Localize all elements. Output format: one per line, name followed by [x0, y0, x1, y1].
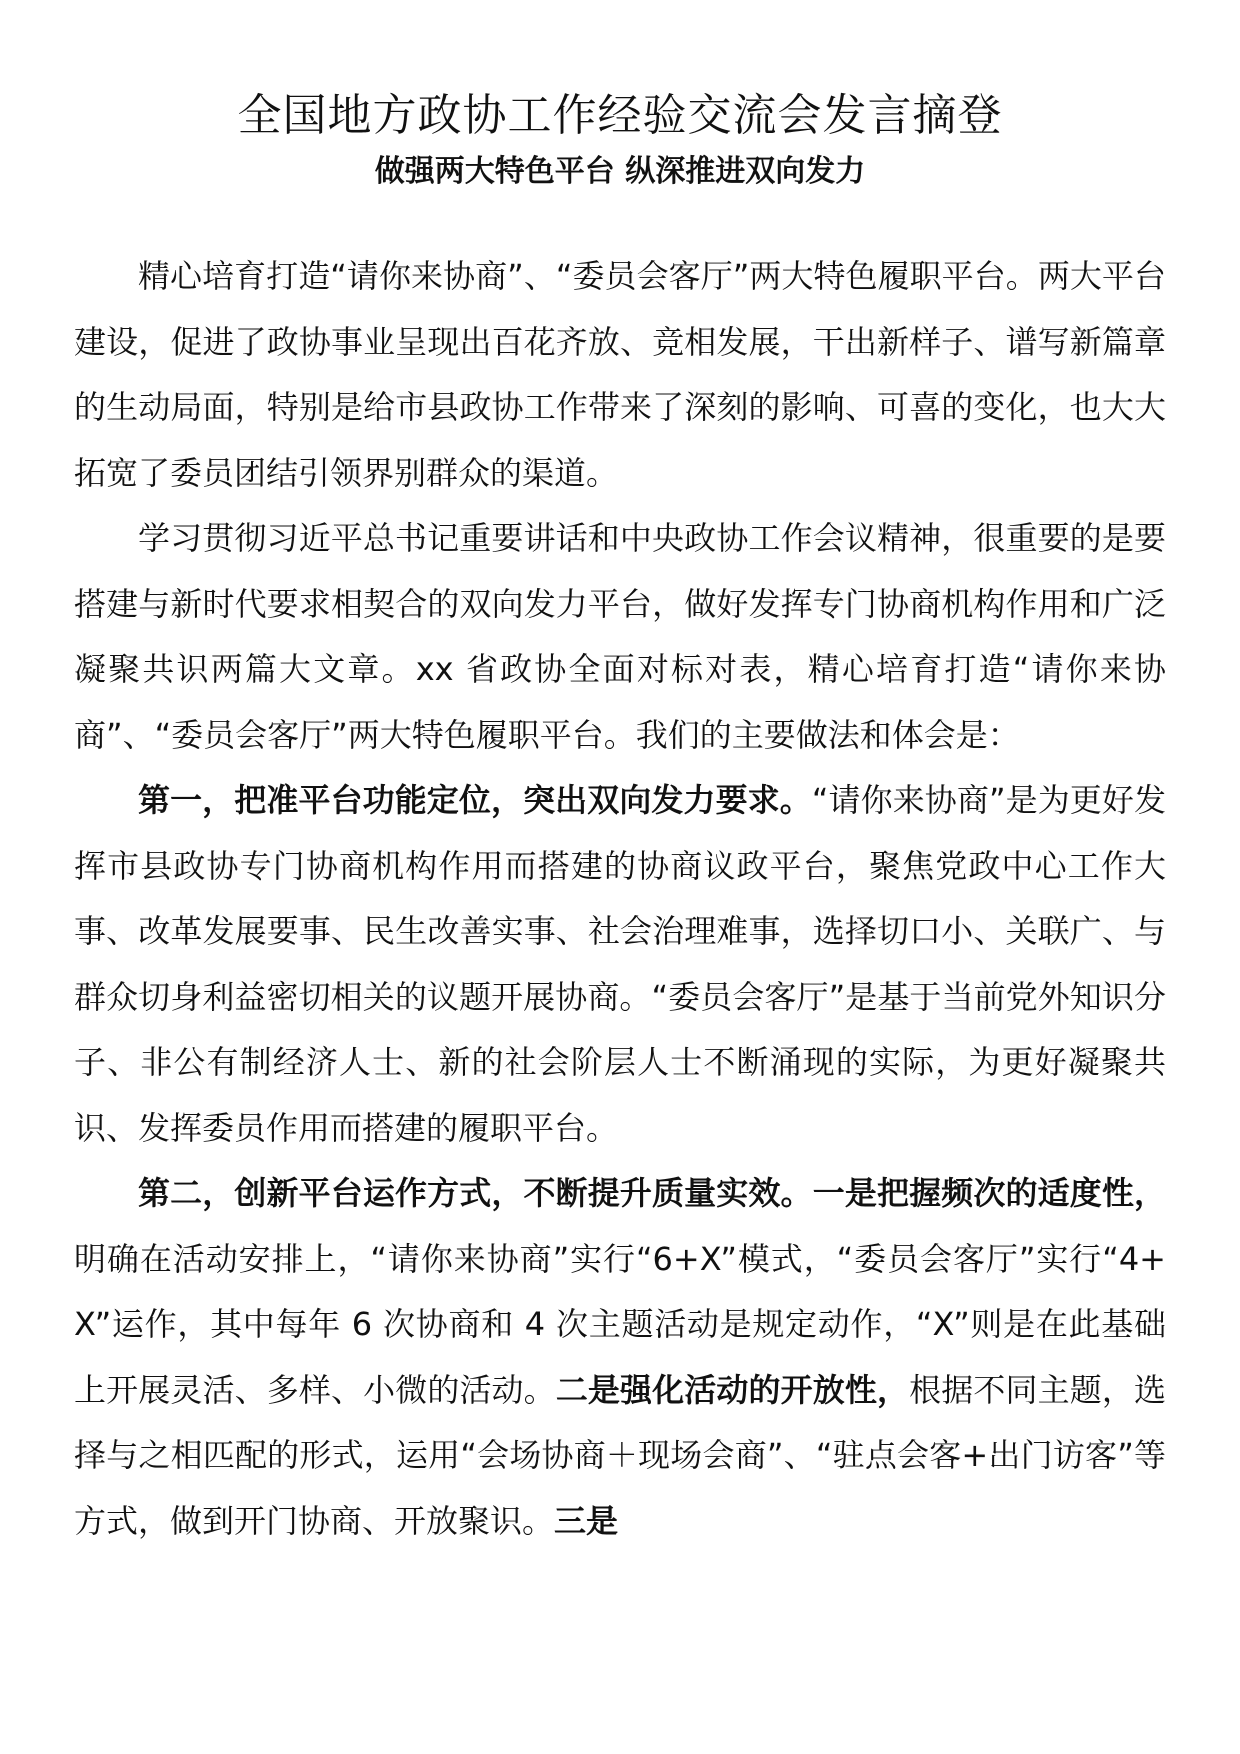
paragraph-text: 精心培育打造“请你来协商”、“委员会客厅”两大特色履职平台。两大平台建设，促进了政协事业呈现出百花齐放、竞相发展，干出新样子、谱写新篇章的生动局面，特别是给市县政协工作带来了深刻的影响、可喜的变化，也大大拓宽了委员团结引领界别群众的渠道。 — [74, 257, 1166, 492]
paragraph-text: 学习贯彻习近平总书记重要讲话和中央政协工作会议精神，很重要的是要搭建与新时代要求相契合的双向发力平台，做好发挥专门协商机构作用和广泛凝聚共识两篇大文章。xx 省政协全面对标对表，精心培育打造“请你来协商”、“委员会客厅”两大特色履职平台。我们的主要做法和体会是： — [74, 519, 1166, 754]
paragraph-point-two — [74, 1161, 1166, 1554]
document-title: 全国地方政协工作经验交流会发言摘登 — [237, 90, 1003, 141]
paragraph-point-one — [74, 768, 1166, 1161]
paragraph-text: “请你来协商”是为更好发挥市县政协专门协商机构作用而搭建的协商议政平台，聚焦党政中心工作大事、改革发展要事、民生改善实事、社会治理难事，选择切口小、关联广、与群众切身利益密切相关的议题开展协商。“委员会客厅”是基于当前党外知识分子、非公有制经济人士、新的社会阶层人士不断涌现的实际，为更好凝聚共识、发挥委员作用而搭建的履职平台。 — [74, 781, 1166, 1147]
document-body — [74, 244, 1166, 1554]
subpoint-two-lead: 二是强化活动的开放性， — [555, 1370, 910, 1409]
subpoint-one-lead: 一是把握频次的适度性， — [812, 1174, 1166, 1212]
subpoint-three-lead: 三是 — [554, 1501, 619, 1540]
paragraph-lead: 第一，把准平台功能定位，突出双向发力要求。 — [138, 781, 812, 819]
paragraph-background — [74, 506, 1166, 768]
subpoint-one-text: 明确在活动安排上，“请你来协商”实行“6+X”模式，“委员会客厅”实行“4+X”运作，其中每年 6 次协商和 4 次主题活动是规定动作，“X”则是在此基础上开展灵活、多样、小微的活动。 — [74, 1239, 1166, 1409]
subpoint-two-text: 根据不同主题，选择与之相匹配的形式，运用“会场协商＋现场会商”、“驻点会客+出门访客”等方式，做到开门协商、开放聚识。 — [74, 1370, 1166, 1540]
document-subtitle: 做强两大特色平台 纵深推进双向发力 — [374, 154, 866, 189]
paragraph-lead: 第二，创新平台运作方式，不断提升质量实效。 — [138, 1174, 813, 1212]
paragraph-intro — [74, 244, 1166, 506]
